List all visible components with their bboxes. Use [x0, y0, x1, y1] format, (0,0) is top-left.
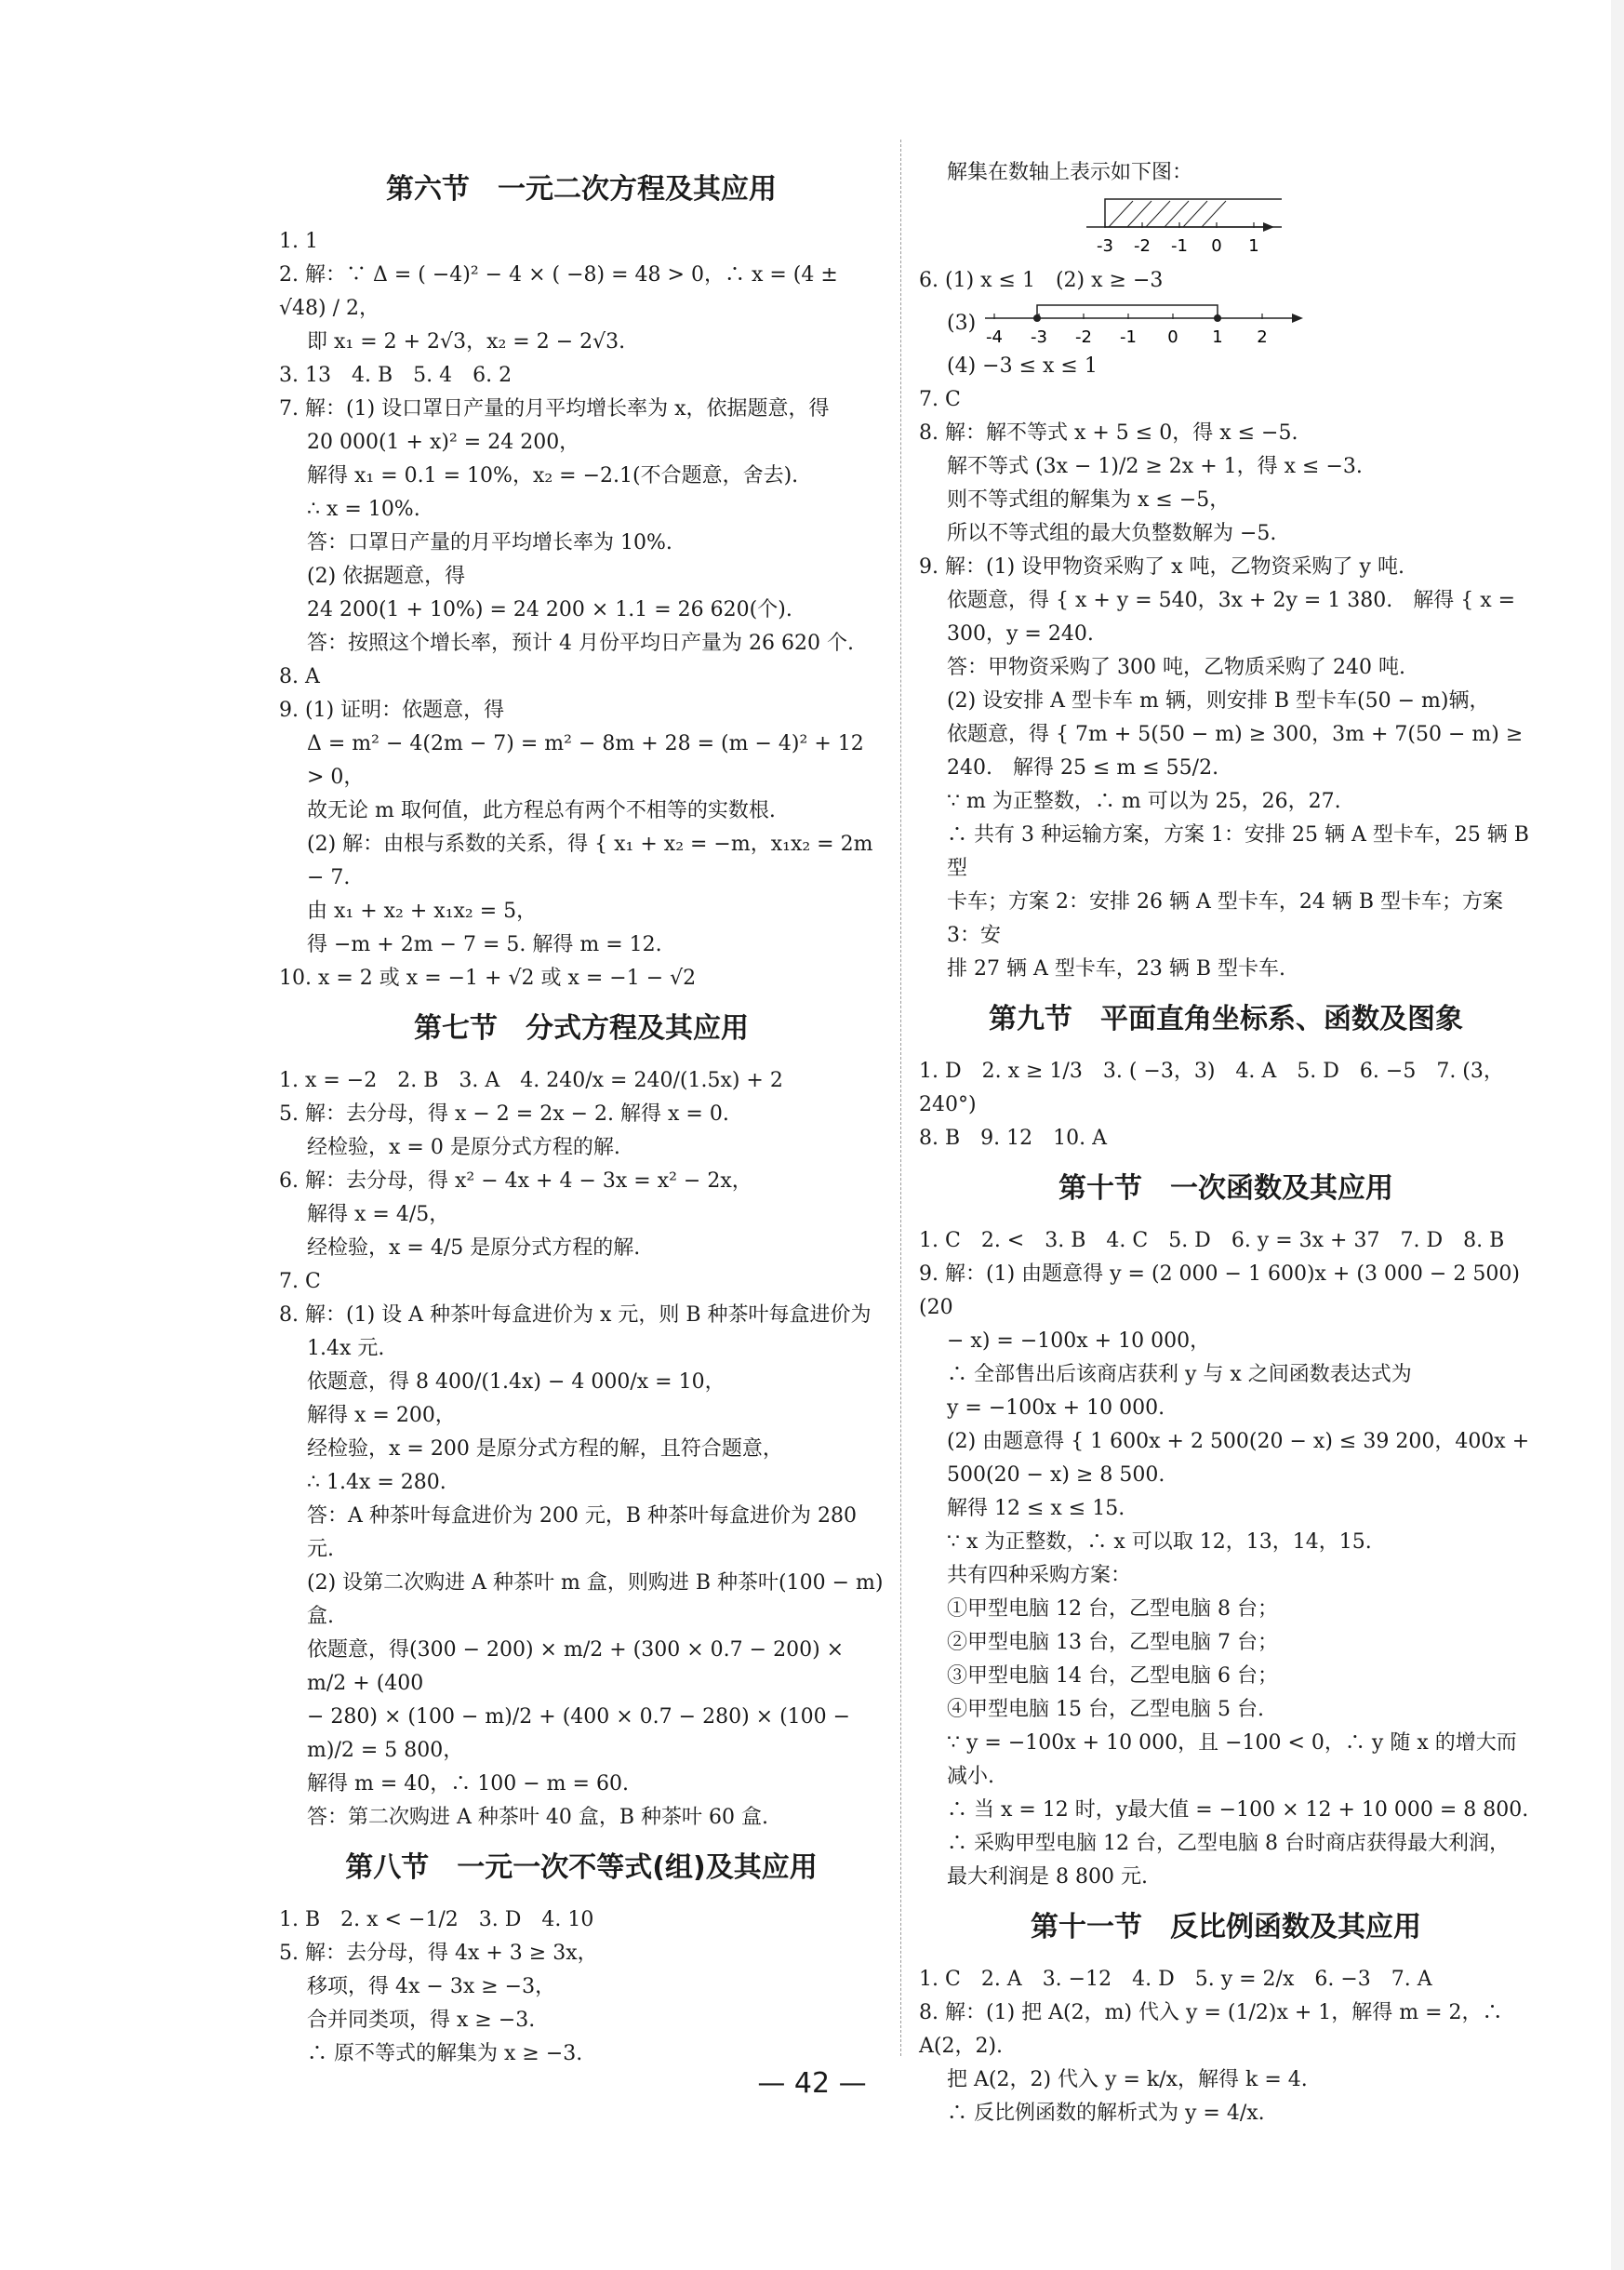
answer-line: 8. 解：(1) 把 A(2，m) 代入 y = (1/2)x + 1，解得 m = 2，∴ A(2，2). — [919, 2001, 1510, 2058]
number-line-figure-1 — [947, 194, 1282, 259]
answer-line: 把 A(2，2) 代入 y = k/x，解得 k = 4. — [947, 2068, 1308, 2091]
answer-line: ∵ x 为正整数，∴ x 可以取 12，13，14，15. — [947, 1530, 1372, 1554]
answer-line: 解得 x₁ = 0.1 = 10%，x₂ = −2.1(不合题意，舍去). — [307, 464, 799, 487]
answer-line: 2. 解：∵ Δ = ( −4)² − 4 × ( −8) = 48 > 0，∴ x = (4 ± √48) / 2， — [279, 263, 845, 320]
answer-line: 1. C 2. < 3. B 4. C 5. D 6. y = 3x + 37 7. D 8. B — [919, 1229, 1505, 1252]
answer-line: 答：A 种茶叶每盒进价为 200 元，B 种茶叶每盒进价为 280 元. — [307, 1504, 864, 1561]
answer-line: ∴ 全部售出后该商店获利 y 与 x 之间函数表达式为 — [947, 1363, 1412, 1386]
answer-line: ④甲型电脑 15 台，乙型电脑 5 台. — [947, 1698, 1264, 1721]
answer-line: Δ = m² − 4(2m − 7) = m² − 8m + 28 = (m − 4)² + 12 > 0， — [307, 732, 871, 789]
answer-line: ∴ 原不等式的解集为 x ≥ −3. — [307, 2042, 583, 2065]
answer-line: 得 −m + 2m − 7 = 5. 解得 m = 12. — [307, 933, 662, 956]
answer-line: 即 x₁ = 2 + 2√3，x₂ = 2 − 2√3. — [307, 330, 626, 354]
answer-line: ∴ 反比例函数的解析式为 y = 4/x. — [947, 2102, 1265, 2125]
answer-line: − 280) × (100 − m)/2 + (400 × 0.7 − 280) × (100 − m)/2 = 5 800， — [307, 1705, 858, 1762]
left-column — [279, 156, 884, 2071]
answer-line: 解得 x = 200， — [307, 1404, 456, 1427]
answer-line: 依题意，得 { 7m + 5(50 − m) ≥ 300，3m + 7(50 − m) ≥ 240. 解得 25 ≤ m ≤ 55/2. — [947, 723, 1530, 780]
answer-line: ③甲型电脑 14 台，乙型电脑 6 台； — [947, 1664, 1278, 1688]
answer-line: 6. 解：去分母，得 x² − 4x + 4 − 3x = x² − 2x， — [279, 1169, 752, 1193]
solution-bracket — [1037, 305, 1218, 318]
answer-line: 排 27 辆 A 型卡车，23 辆 B 型卡车. — [947, 957, 1285, 981]
answer-line: 解得 x = 4/5， — [307, 1203, 450, 1226]
tick-label: -2 — [1075, 327, 1093, 347]
answer-line: ∴ 当 x = 12 时，y最大值 = −100 × 12 + 10 000 = 8 800. — [947, 1798, 1529, 1822]
answer-line: 解得 12 ≤ x ≤ 15. — [947, 1497, 1125, 1520]
answer-line: 24 200(1 + 10%) = 24 200 × 1.1 = 26 620(个). — [307, 598, 792, 621]
answer-line: 依题意，得 8 400/(1.4x) − 4 000/x = 10， — [307, 1370, 725, 1394]
answer-line: 共有四种采购方案： — [947, 1564, 1132, 1587]
section-title-6: 第六节 一元二次方程及其应用 — [386, 173, 777, 206]
hatch-lines — [1109, 201, 1226, 227]
tick-label: 0 — [1167, 327, 1178, 347]
answer-line: (2) 解：由根与系数的关系，得 { x₁ + x₂ = −m，x₁x₂ = 2m − 7. — [307, 833, 880, 889]
answer-line: 1. B 2. x < −1/2 3. D 4. 10 — [279, 1908, 594, 1931]
answer-line: 7. C — [919, 388, 961, 411]
answer-line: ∴ x = 10%. — [307, 498, 420, 521]
answer-line: 所以不等式组的最大负整数解为 −5. — [947, 522, 1277, 545]
page-number: — 42 — — [757, 2067, 867, 2100]
answer-line: 答：甲物资采购了 300 吨，乙物质采购了 240 吨. — [947, 656, 1405, 679]
answer-line: ②甲型电脑 13 台，乙型电脑 7 台； — [947, 1631, 1278, 1654]
answer-line: 答：口罩日产量的月平均增长率为 10%. — [307, 531, 672, 554]
answer-line: 则不等式组的解集为 x ≤ −5， — [947, 488, 1231, 512]
answer-line: 最大利润是 8 800 元. — [947, 1865, 1148, 1889]
answer-line: 1. x = −2 2. B 3. A 4. 240/x = 240/(1.5x) + 2 — [279, 1069, 783, 1092]
tick-label: -4 — [986, 327, 1004, 347]
answer-line: 答：第二次购进 A 种茶叶 40 盒，B 种茶叶 60 盒. — [307, 1806, 768, 1829]
tick-label: -1 — [1171, 236, 1188, 256]
answer-line: (2) 设安排 A 型卡车 m 辆，则安排 B 型卡车(50 − m)辆， — [947, 689, 1490, 713]
tick-label: 0 — [1211, 236, 1222, 256]
answer-line-with-figure — [919, 298, 1533, 350]
answer-line: 20 000(1 + x)² = 24 200， — [307, 431, 580, 454]
answer-line: 10. x = 2 或 x = −1 + √2 或 x = −1 − √2 — [279, 967, 697, 990]
answer-line: ∴ 采购甲型电脑 12 台，乙型电脑 8 台时商店获得最大利润， — [947, 1832, 1510, 1855]
tick-label: 1 — [1212, 327, 1223, 347]
tick-label: -2 — [1134, 236, 1151, 256]
answer-line: 9. (1) 证明：依题意，得 — [279, 699, 505, 722]
tick-label: -1 — [1120, 327, 1138, 347]
answer-line: ∴ 共有 3 种运输方案，方案 1：安排 25 辆 A 型卡车，25 辆 B 型 — [947, 823, 1536, 880]
number-line-figure-2 — [976, 298, 1311, 350]
section-title-11: 第十一节 反比例函数及其应用 — [1031, 1911, 1421, 1943]
answer-line: (2) 设第二次购进 A 种茶叶 m 盒，则购进 B 种茶叶(100 − m)盒. — [307, 1571, 884, 1628]
answer-line: 移项，得 4x − 3x ≥ −3， — [307, 1975, 556, 1998]
answer-line: 合并同类项，得 x ≥ −3. — [307, 2009, 536, 2032]
section-title-7: 第七节 分式方程及其应用 — [414, 1012, 749, 1045]
answer-line: 7. 解：(1) 设口罩日产量的月平均增长率为 x，依据题意，得 — [279, 397, 830, 421]
arrow-icon — [1292, 314, 1303, 323]
answer-line: y = −100x + 10 000. — [947, 1396, 1165, 1420]
column-divider — [900, 140, 901, 2056]
section-title-10: 第十节 一次函数及其应用 — [1058, 1172, 1393, 1205]
answer-line: ∴ 1.4x = 280. — [307, 1471, 446, 1494]
answer-line: 经检验，x = 4/5 是原分式方程的解. — [307, 1236, 641, 1260]
tick-label: 2 — [1257, 327, 1268, 347]
answer-line: 5. 解：去分母，得 x − 2 = 2x − 2. 解得 x = 0. — [279, 1102, 729, 1126]
closed-point — [1033, 314, 1041, 322]
answer-line: 8. A — [279, 665, 320, 688]
answer-line: 5. 解：去分母，得 4x + 3 ≥ 3x， — [279, 1942, 598, 1965]
section-title-8: 第八节 一元一次不等式(组)及其应用 — [345, 1851, 818, 1884]
answer-line: 1. D 2. x ≥ 1/3 3. ( −3，3) 4. A 5. D 6. −5 7. (3，240°) — [919, 1060, 1504, 1116]
answer-line: 8. 解：(1) 设 A 种茶叶每盒进价为 x 元，则 B 种茶叶每盒进价为 — [279, 1303, 872, 1327]
answer-line: 9. 解：(1) 由题意得 y = (2 000 − 1 600)x + (3 000 − 2 500)(20 — [919, 1262, 1520, 1319]
right-column — [919, 156, 1537, 2130]
answer-line: ①甲型电脑 12 台，乙型电脑 8 台； — [947, 1597, 1278, 1621]
section-title-9: 第九节 平面直角坐标系、函数及图象 — [989, 1003, 1463, 1035]
answer-line: 经检验，x = 0 是原分式方程的解. — [307, 1136, 620, 1159]
answer-line: ∵ y = −100x + 10 000，且 −100 < 0，∴ y 随 x 的增大而减小. — [947, 1731, 1517, 1788]
answer-line: 由 x₁ + x₂ + x₁x₂ = 5， — [307, 900, 538, 923]
answer-line: 故无论 m 取何值，此方程总有两个不相等的实数根. — [307, 799, 776, 822]
answer-line: ∵ m 为正整数，∴ m 可以为 25，26，27. — [947, 790, 1341, 813]
answer-line: 1. C 2. A 3. −12 4. D 5. y = 2/x 6. −3 7. A — [919, 1968, 1432, 1991]
answer-line: 卡车；方案 2：安排 26 辆 A 型卡车，24 辆 B 型卡车；方案 3：安 — [947, 890, 1510, 947]
answer-line: 3. 13 4. B 5. 4 6. 2 — [279, 364, 512, 387]
answer-line: 依题意，得 { x + y = 540，3x + 2y = 1 380. 解得 { x = 300，y = 240. — [947, 589, 1523, 646]
answer-line: 1.4x 元. — [307, 1337, 385, 1360]
answer-line: (3) — [947, 312, 977, 335]
tick-label: -3 — [1031, 327, 1048, 347]
answer-line: 依题意，得(300 − 200) × m/2 + (300 × 0.7 − 200) × m/2 + (400 — [307, 1638, 851, 1695]
answer-line: 经检验，x = 200 是原分式方程的解，且符合题意， — [307, 1437, 783, 1461]
answer-line: 8. 解：解不等式 x + 5 ≤ 0，得 x ≤ −5. — [919, 421, 1298, 445]
tick-label: -3 — [1097, 236, 1113, 256]
answer-line: 解集在数轴上表示如下图： — [947, 161, 1193, 184]
answer-line: 6. (1) x ≤ 1 (2) x ≥ −3 — [919, 269, 1164, 292]
answer-line: 8. B 9. 12 10. A — [919, 1127, 1107, 1150]
answer-line: (2) 由题意得 { 1 600x + 2 500(20 − x) ≤ 39 200，400x + 500(20 − x) ≥ 8 500. — [947, 1430, 1537, 1487]
answer-line: 7. C — [279, 1270, 321, 1293]
tick-label: 1 — [1248, 236, 1259, 256]
answer-line: − x) = −100x + 10 000， — [947, 1329, 1211, 1353]
answer-line: 答：按照这个增长率，预计 4 月份平均日产量为 26 620 个. — [307, 632, 854, 655]
answer-line: (4) −3 ≤ x ≤ 1 — [947, 354, 1098, 378]
answer-line: (2) 依据题意，得 — [307, 565, 466, 588]
answer-line: 解得 m = 40，∴ 100 − m = 60. — [307, 1772, 629, 1796]
answer-line: 1. 1 — [279, 230, 318, 253]
answer-line: 解不等式 (3x − 1)/2 ≥ 2x + 1，得 x ≤ −3. — [947, 455, 1363, 478]
answer-line: 9. 解：(1) 设甲物资采购了 x 吨，乙物资采购了 y 吨. — [919, 555, 1404, 579]
